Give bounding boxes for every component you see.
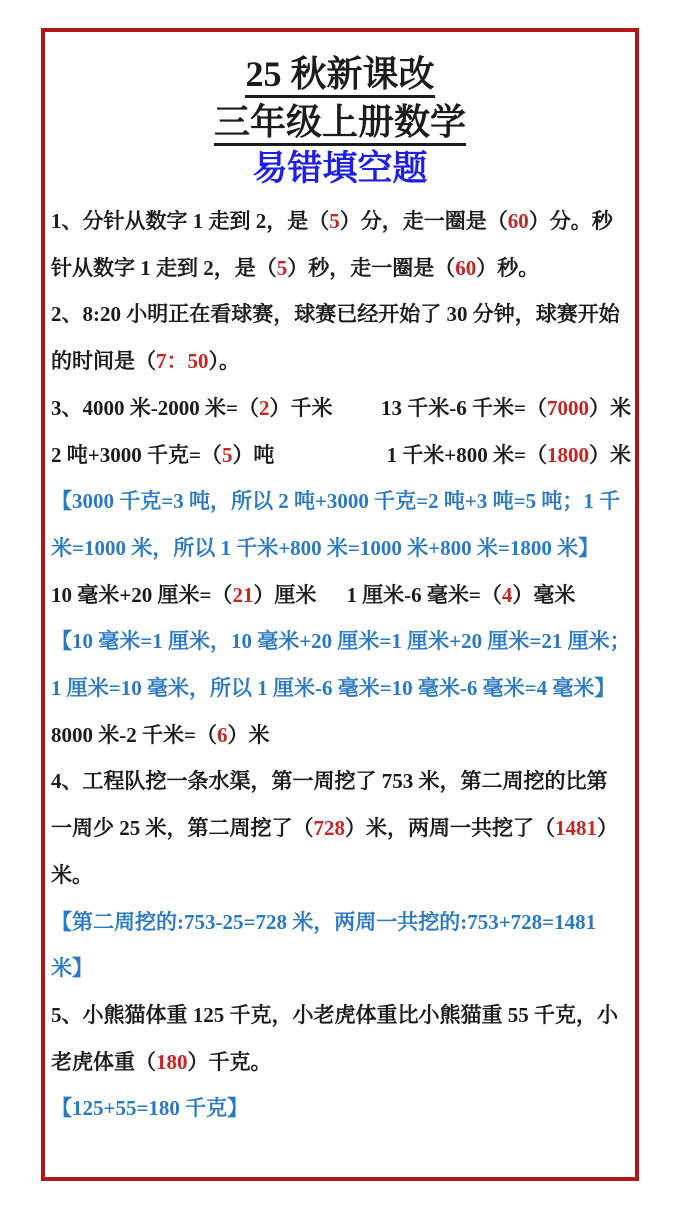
text-segment: ）分。秒 xyxy=(528,209,613,233)
line-part xyxy=(51,432,274,479)
text-segment: 180 xyxy=(156,1049,188,1074)
text-segment: ）米 xyxy=(589,442,631,467)
line-part xyxy=(51,1096,248,1120)
text-segment: 针从数字 1 走到 2，是（ xyxy=(51,255,277,280)
text-segment: 米=1000 米，所以 1 千米+800 米=1000 米+800 米=1800 米】 xyxy=(51,535,600,560)
text-segment: 4、工程队挖一条水渠，第一周挖了 753 米，第二周挖的比第 xyxy=(51,769,608,794)
worksheet-subtitle: 易错填空题 xyxy=(252,149,428,188)
text-line xyxy=(51,992,631,1039)
text-segment: 1 厘米-6 毫米=（ xyxy=(346,582,502,607)
text-line xyxy=(51,478,631,525)
text-segment: 1 千米+800 米=（ xyxy=(386,442,547,467)
text-line xyxy=(51,945,631,992)
line-part xyxy=(51,956,93,980)
red-border-frame xyxy=(41,28,639,1181)
text-segment: 3、4000 米-2000 米=（ xyxy=(51,395,259,420)
text-segment: 1 厘米=10 毫米，所以 1 厘米-6 毫米=10 毫米-6 毫米=4 毫米】 xyxy=(51,676,616,701)
text-segment: 老虎体重（ xyxy=(51,1049,156,1074)
line-part xyxy=(387,432,631,479)
text-line xyxy=(51,432,631,479)
text-segment: 7000 xyxy=(547,395,589,420)
title-line-1 xyxy=(45,50,635,98)
text-segment: 2、8:20 小明正在看球赛，球赛已经开始了 30 分钟，球赛开始 xyxy=(51,302,620,327)
title-line-2-text: 三年级上册数学 xyxy=(214,102,466,146)
line-part xyxy=(51,209,613,233)
text-segment: 的时间是（ xyxy=(51,349,156,374)
line-part xyxy=(51,536,599,560)
line-part xyxy=(51,723,269,747)
line-part xyxy=(346,572,575,619)
text-segment: 5 xyxy=(221,442,233,467)
text-segment: ）千米 xyxy=(269,395,333,420)
text-segment: ）米 xyxy=(227,722,270,747)
text-line xyxy=(51,665,631,712)
text-line xyxy=(51,245,631,292)
text-line xyxy=(51,899,631,946)
text-line xyxy=(51,291,631,338)
text-segment: 60 xyxy=(455,255,477,280)
text-segment: 【10 毫米=1 厘米，10 毫米+20 厘米=1 厘米+20 厘米=21 厘米； xyxy=(51,629,631,654)
text-segment: 7：50 xyxy=(156,349,209,374)
worksheet-header xyxy=(45,32,635,192)
line-part xyxy=(51,349,240,373)
text-segment: ）吨 xyxy=(232,442,275,467)
text-segment: 5 xyxy=(276,255,288,280)
text-segment: 4 xyxy=(501,582,513,607)
text-line xyxy=(51,198,631,245)
text-line xyxy=(51,1085,631,1132)
text-segment: ）米 xyxy=(589,395,631,420)
text-segment: 8000 米-2 千米=（ xyxy=(51,722,217,747)
text-segment: ）毫米 xyxy=(512,582,576,607)
text-segment: 1800 xyxy=(547,442,589,467)
line-part xyxy=(51,863,93,887)
text-segment: 米。 xyxy=(51,862,93,887)
text-line xyxy=(51,852,631,899)
text-segment: 米】 xyxy=(51,956,93,981)
text-line xyxy=(51,385,631,432)
text-segment: 13 千米-6 千米=（ xyxy=(381,395,547,420)
text-line xyxy=(51,805,631,852)
text-segment: 60 xyxy=(507,209,529,233)
text-segment: ）分，走一圈是（ xyxy=(339,209,508,233)
line-part xyxy=(51,676,615,700)
text-segment: 一周少 25 米，第二周挖了（ xyxy=(51,816,314,841)
line-part xyxy=(51,629,631,653)
line-part xyxy=(381,385,631,432)
line-part xyxy=(51,256,539,280)
text-segment: 1、分针从数字 1 走到 2，是（ xyxy=(51,209,330,233)
line-part xyxy=(51,302,620,326)
title-line-2 xyxy=(45,98,635,146)
text-line xyxy=(51,338,631,385)
text-segment: ）米，两周一共挖了（ xyxy=(345,816,555,841)
text-segment: ）千克。 xyxy=(187,1049,272,1074)
text-segment: 10 毫米+20 厘米=（ xyxy=(51,582,233,607)
line-part xyxy=(51,572,316,619)
content-lines xyxy=(45,198,635,1132)
line-part xyxy=(51,910,596,934)
text-segment: 2 xyxy=(258,395,270,420)
text-segment: 【第二周挖的:753-25=728 米，两周一共挖的:753+728=1481 xyxy=(51,909,597,934)
line-part xyxy=(51,1050,272,1074)
text-segment: ） xyxy=(597,816,618,841)
text-segment: 5 xyxy=(329,209,340,233)
text-segment: 【3000 千克=3 吨，所以 2 吨+3000 千克=2 吨+3 吨=5 吨；1 千 xyxy=(51,489,621,514)
text-line xyxy=(51,712,631,759)
text-line xyxy=(51,525,631,572)
text-segment: 1481 xyxy=(555,816,597,841)
line-part xyxy=(51,489,620,513)
text-segment: ）秒，走一圈是（ xyxy=(287,255,456,280)
text-segment: 21 xyxy=(232,582,254,607)
text-line xyxy=(51,572,631,619)
text-line xyxy=(51,1039,631,1086)
line-part xyxy=(51,1003,618,1027)
text-segment: ）秒。 xyxy=(476,255,540,280)
text-segment: 6 xyxy=(216,722,228,747)
text-segment: ）厘米 xyxy=(253,582,317,607)
text-segment: 5、小熊猫体重 125 千克，小老虎体重比小熊猫重 55 千克，小 xyxy=(51,1002,618,1027)
line-part xyxy=(51,816,618,840)
text-segment: 2 吨+3000 千克=（ xyxy=(51,442,222,467)
text-segment: 728 xyxy=(313,816,345,841)
line-part xyxy=(51,385,332,432)
text-segment: ）。 xyxy=(208,349,240,374)
line-part xyxy=(51,769,608,793)
title-line-1-text: 25 秋新课改 xyxy=(245,54,434,98)
text-line xyxy=(51,618,631,665)
text-segment: 【125+55=180 千克】 xyxy=(51,1096,249,1121)
text-line xyxy=(51,758,631,805)
